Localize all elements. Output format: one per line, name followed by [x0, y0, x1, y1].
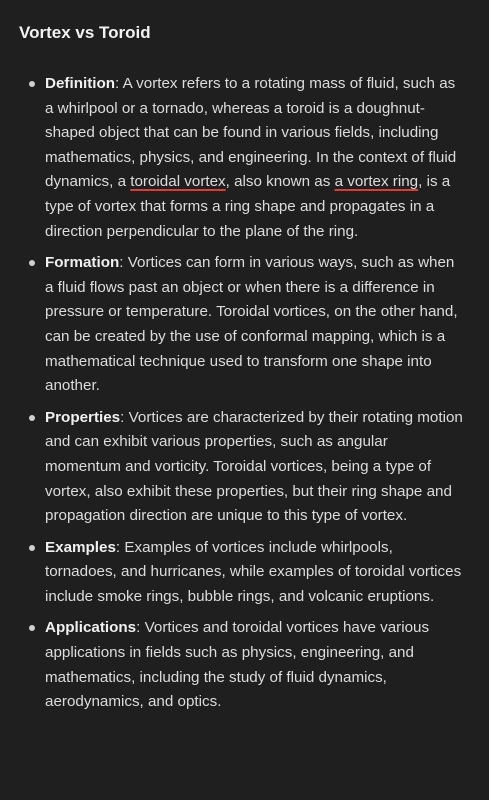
list-item-applications — [19, 616, 467, 714]
underlined-phrase: a vortex ring — [334, 173, 419, 191]
item-text: Vortices and toroidal vortices have various applications in fields such as physics, engineering, and mathematics, including the study of fluid dynamics, aerodynamics, and optics. — [45, 619, 430, 711]
item-term: Definition — [45, 75, 116, 92]
term-separator: : — [115, 75, 123, 92]
list-item-examples — [19, 536, 467, 610]
item-term: Formation — [45, 254, 120, 272]
list-item-definition — [19, 72, 467, 244]
item-term: Properties — [45, 408, 121, 426]
underlined-phrase: toroidal vortex — [130, 173, 226, 191]
bullet-dot-icon — [29, 625, 35, 631]
bullet-dot-icon — [29, 415, 35, 421]
item-term: Applications — [45, 619, 137, 637]
term-separator: : — [136, 619, 145, 637]
list-item-properties — [19, 406, 467, 529]
item-term: Examples — [45, 538, 116, 556]
item-text: , is a type of vortex that forms a ring shape and propagates in a direction perpendicular to the plane of the ring. — [45, 173, 451, 240]
bullet-dot-icon — [29, 260, 35, 266]
term-separator: : — [120, 408, 129, 426]
term-separator: : — [119, 254, 128, 272]
bullet-dot-icon — [29, 81, 35, 87]
bullet-list — [19, 72, 467, 715]
item-text: Vortices are characterized by their rotating motion and can exhibit various properties, such as angular momentum and vorticity. Toroidal vortices, being a type of vortex, also exhibit these properties, but their ring shape and propagation direction are unique to this type of vortex. — [45, 408, 463, 525]
item-text: A vortex refers to a rotating mass of fluid, such as a whirlpool or a tornado, whereas a toroid is a doughnut-shaped object that can be found in various fields, including mathematics, physics, and engineering. In the context of fluid dynamics, a — [45, 75, 457, 191]
item-text: Vortices can form in various ways, such as when a fluid flows past an object or when there is a difference in pressure or temperature. Toroidal vortices, on the other hand, can be created by the use of conformal mapping, which is a mathematical technique used to transform one shape into another. — [45, 254, 458, 395]
response-title: Vortex vs Toroid — [19, 23, 151, 42]
term-separator: : — [115, 538, 125, 556]
list-item-formation — [19, 251, 467, 399]
bullet-dot-icon — [29, 545, 35, 551]
item-text: , also known as — [225, 173, 335, 191]
item-text: Examples of vortices include whirlpools, tornadoes, and hurricanes, while examples of toroidal vortices include smoke rings, bubble rings, and volcanic eruptions. — [45, 538, 462, 605]
